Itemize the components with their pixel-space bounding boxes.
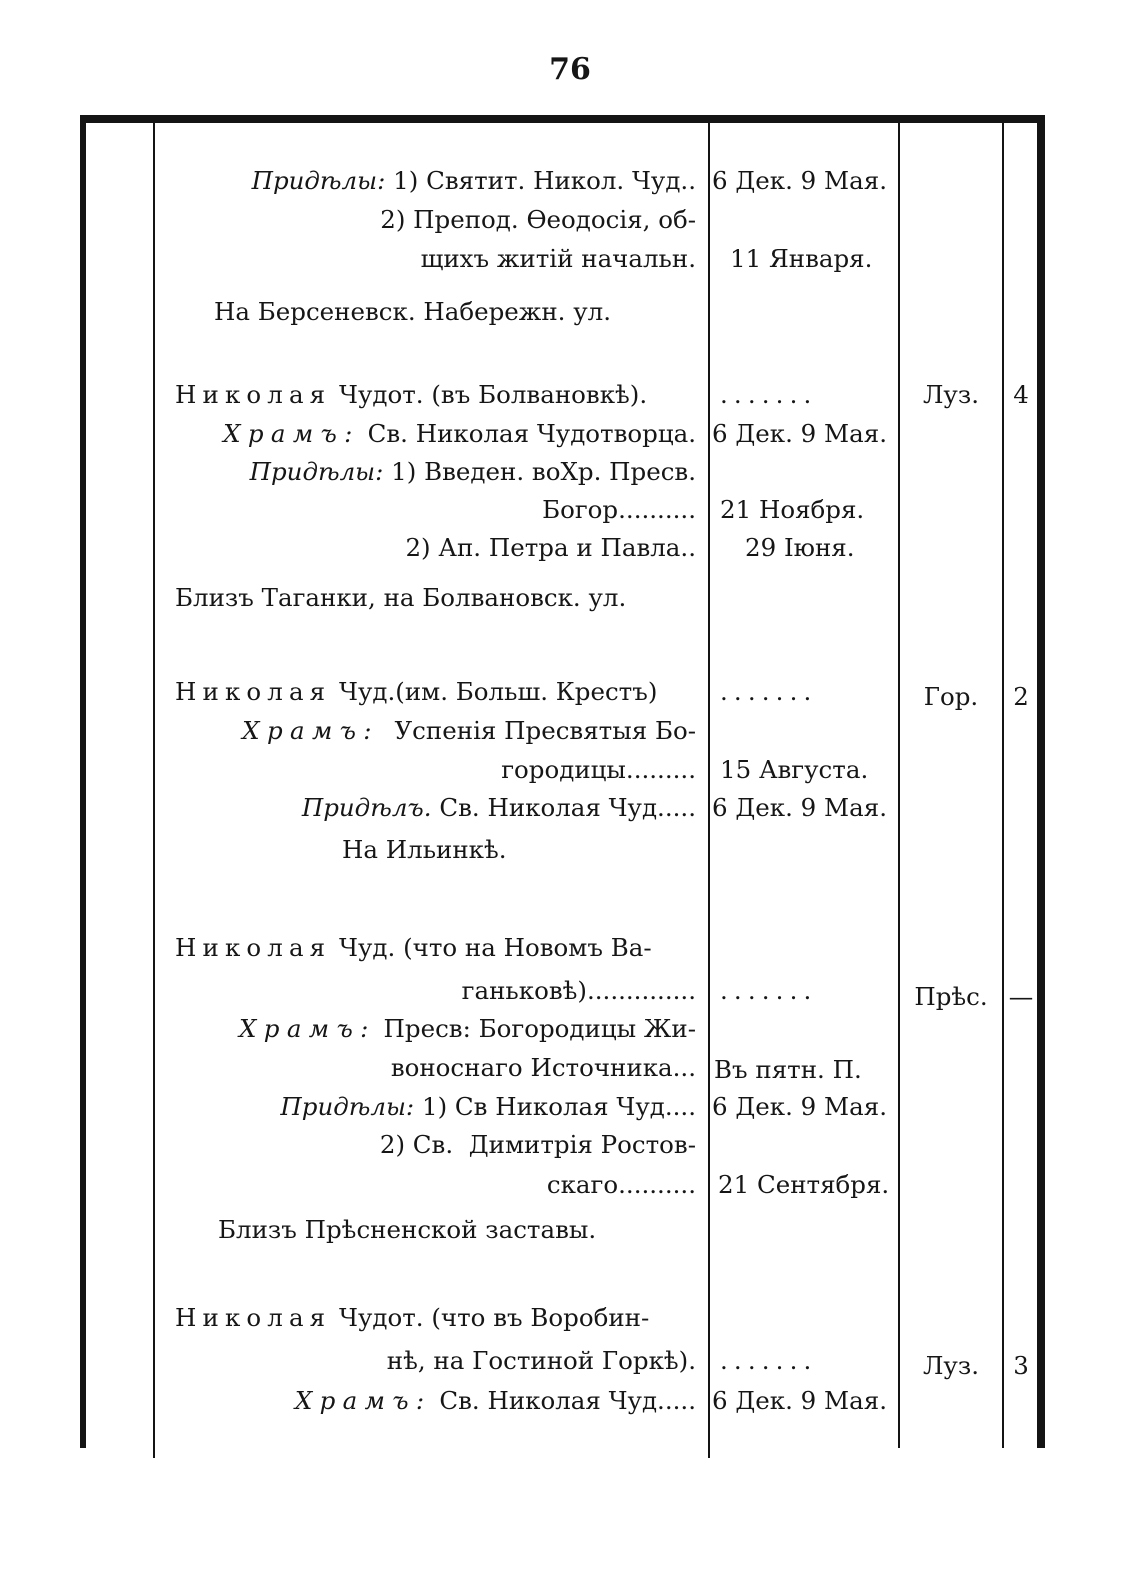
entry-5-district: Луз. [922, 1351, 979, 1380]
entry-4-date-3: 6 Дек. 9 Мая. [712, 1092, 887, 1121]
entry-4-title-line-2: ганьковѣ).............. [461, 976, 696, 1005]
entry-4-title-dots: ....... [720, 976, 818, 1005]
entry-2-date-1: 6 Дек. 9 Мая. [712, 419, 887, 448]
entry-4-line-5: скаго.......... [546, 1170, 696, 1199]
table-left-rule [80, 115, 86, 1448]
column-rule-3 [898, 123, 900, 1448]
entry-4-title: Николая Чуд. (что на Новомъ Ва- [175, 933, 652, 962]
entry-5-title-line-2: нѣ, на Гостиной Горкѣ). [386, 1346, 696, 1375]
entry-2-line-1: Храмъ: Св. Николая Чудотворца. [223, 419, 696, 448]
entry-3-number: 2 [1013, 682, 1029, 711]
entry-4-district: Прѣс. [914, 982, 988, 1011]
entry-3-date-3: 6 Дек. 9 Мая. [712, 793, 887, 822]
column-rule-2 [708, 123, 710, 1458]
entry-4-line-2: воноснаго Источника... [390, 1053, 696, 1082]
entry-2-location: Близъ Таганки, на Болвановск. ул. [175, 583, 627, 612]
entry-2-date-4: 29 Іюня. [745, 533, 855, 562]
entry-1-line-2: 2) Препод. Өеодосія, об- [380, 205, 696, 234]
entry-3-title-dots: ....... [720, 677, 818, 706]
entry-3-line-2: городицы......... [501, 755, 696, 784]
entry-1-line-1: Придѣлы: 1) Святит. Никол. Чуд.. [251, 166, 696, 195]
entry-5-number: 3 [1013, 1351, 1029, 1380]
page-number: 76 [549, 52, 591, 87]
entry-4-line-4: 2) Св. Димитрія Ростов- [379, 1130, 696, 1159]
entry-3-district: Гор. [923, 682, 979, 711]
entry-3-date-2: 15 Августа. [720, 755, 869, 784]
entry-2-date-3: 21 Ноября. [720, 495, 865, 524]
entry-3-location: На Ильинкѣ. [342, 835, 507, 864]
entry-5-date-1: 6 Дек. 9 Мая. [712, 1386, 887, 1415]
entry-4-date-2: Въ пятн. П. [714, 1055, 862, 1084]
entry-2-line-2: Придѣлы: 1) Введен. воХр. Пресв. [249, 457, 696, 486]
entry-2-number: 4 [1013, 380, 1029, 409]
entry-1-line-3: щихъ житій начальн. [420, 244, 696, 273]
entry-2-title: Николая Чудот. (въ Болвановкѣ). [175, 380, 648, 409]
entry-4-location: Близъ Прѣсненской заставы. [218, 1215, 597, 1244]
column-rule-4 [1002, 123, 1004, 1448]
entry-2-line-3: Богор.......... [542, 495, 696, 524]
entry-5-title-dots: ....... [720, 1346, 818, 1375]
column-rule-1 [153, 123, 155, 1458]
entry-2-district: Луз. [922, 380, 979, 409]
entry-2-line-4: 2) Ап. Петра и Павла.. [405, 533, 696, 562]
entry-4-date-5: 21 Сентября. [718, 1170, 890, 1199]
entry-2-title-dots: ....... [720, 380, 818, 409]
table-right-rule [1037, 115, 1045, 1448]
entry-1-location: На Берсеневск. Набережн. ул. [214, 297, 612, 326]
entry-1-date-3: 11 Января. [730, 244, 873, 273]
entry-3-line-1: Храмъ: Успенія Пресвятыя Бо- [242, 716, 696, 745]
table-top-rule [80, 115, 1045, 123]
entry-3-title: Николая Чуд.(им. Больш. Крестъ) [175, 677, 658, 706]
entry-4-line-1: Храмъ: Пресв: Богородицы Жи- [239, 1014, 696, 1043]
entry-3-line-3: Придѣлъ. Св. Николая Чуд..... [301, 793, 696, 822]
entry-4-line-3: Придѣлы: 1) Св Николая Чуд.... [280, 1092, 696, 1121]
entry-5-title: Николая Чудот. (что въ Воробин- [175, 1303, 650, 1332]
entry-4-number: — [1008, 982, 1034, 1011]
entry-5-line-1: Храмъ: Св. Николая Чуд..... [294, 1386, 696, 1415]
entry-1-date-1: 6 Дек. 9 Мая. [712, 166, 887, 195]
